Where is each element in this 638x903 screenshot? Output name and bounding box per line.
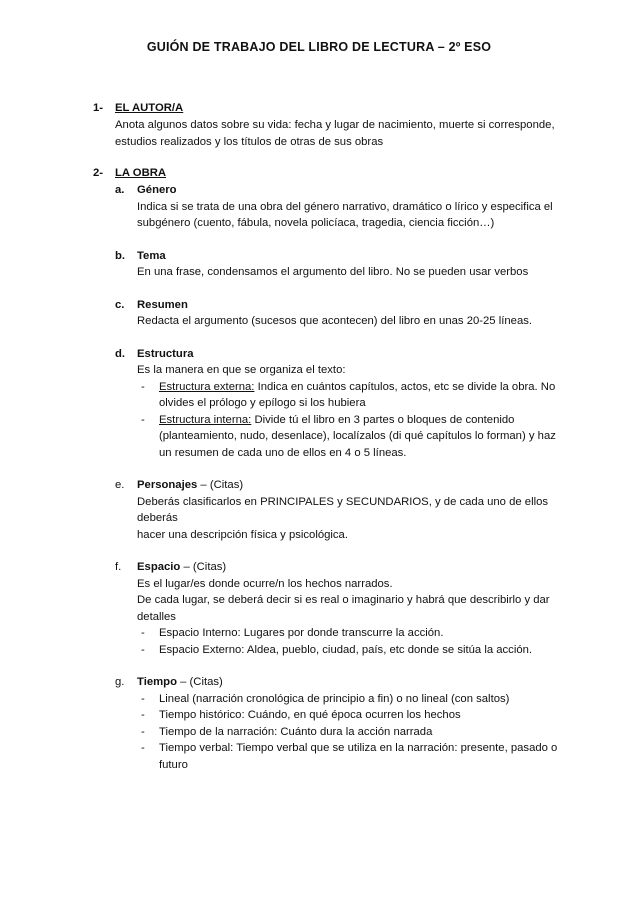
bullet-label: Estructura externa: [159, 380, 255, 393]
bullet-dash: - [141, 709, 145, 721]
section-header [93, 165, 563, 182]
text-line: En una frase, condensamos el argumento del libro. No se pueden usar verbos [137, 266, 529, 278]
text-line: Redacta el argumento (sucesos que acontecen) del libro en unas 20-25 líneas. [137, 315, 533, 327]
subsection-title: Personajes [137, 479, 198, 491]
section-header [93, 100, 563, 117]
bullet-narration-time [137, 724, 563, 741]
subsection-letter: g. [115, 676, 125, 688]
bullet-internal-space [137, 625, 563, 642]
bullet-dash: - [141, 413, 145, 426]
subsection-structure [115, 346, 563, 462]
subsection-letter: d. [115, 347, 126, 360]
subsection-characters [115, 477, 563, 543]
subsection-genre [115, 182, 563, 232]
subsection-title: Espacio [137, 561, 181, 573]
bullet-external-structure [137, 379, 563, 412]
bullet-dash: - [141, 627, 145, 639]
section-label: EL AUTOR/A [115, 102, 184, 114]
text-line: estudios realizados y los títulos de otras de sus obras [115, 135, 384, 148]
bullet-dash: - [141, 725, 145, 738]
bullet-text: Lineal (narración cronológica de principio a fin) o no lineal (con saltos) [159, 692, 510, 705]
subsection-letter: f. [115, 561, 122, 573]
text-line: Indica si se trata de una obra del género narrativo, dramático o lírico y especifica el [137, 200, 553, 213]
text-line: detalles [137, 610, 176, 623]
text-line: hacer una descripción física y psicológica. [137, 528, 348, 541]
subsection-title: Género [137, 184, 177, 196]
bullet-external-space [137, 642, 563, 659]
subsection-letter: e. [115, 479, 125, 491]
text-line: Anota algunos datos sobre su vida: fecha y lugar de nacimiento, muerte si corresponde, [115, 119, 555, 131]
subsection-suffix: – (Citas) [176, 676, 223, 688]
subsection-title: Tiempo [137, 676, 177, 688]
subsection-title: Estructura [137, 347, 194, 360]
subsection-letter: c. [115, 298, 125, 311]
section-text [115, 117, 563, 150]
bullet-dash: - [141, 380, 145, 393]
page-title: GUIÓN DE TRABAJO DEL LIBRO DE LECTURA – 2º ESO [146, 40, 492, 54]
bullet-text: Espacio Interno: Lugares por donde transcurre la acción. [159, 627, 444, 639]
section-work [93, 165, 563, 773]
subsection-suffix: – (Citas) [197, 479, 244, 491]
section-author [93, 100, 563, 150]
subsection-title: Resumen [137, 298, 188, 311]
bullet-text: Espacio Externo: Aldea, pueblo, ciudad, país, etc donde se sitúa la acción. [159, 643, 533, 656]
section-label: LA OBRA [115, 167, 167, 179]
bullet-text: Divide tú el libro en 3 partes o bloques de contenido [251, 413, 515, 426]
subsection-theme [115, 248, 563, 281]
bullet-dash: - [141, 643, 145, 656]
bullet-dash: - [141, 742, 145, 754]
subsection-title: Tema [137, 249, 166, 262]
text-line: (planteamiento, nudo, desenlace), localízalos (di qué capítulos lo forman) y haz [159, 430, 556, 442]
subsection-space [115, 559, 563, 658]
bullet-internal-structure [137, 412, 563, 462]
bullet-dash: - [141, 692, 145, 705]
bullet-linear [137, 691, 563, 708]
bullet-text: Indica en cuántos capítulos, actos, etc se divide la obra. No [254, 380, 556, 393]
text-line: Deberás clasificarlos en PRINCIPALES y SECUNDARIOS, y de cada uno de ellos deberás [137, 495, 549, 524]
text-line: olvides el prólogo y epílogo si los hubiera [159, 397, 366, 409]
bullet-text: Tiempo histórico: Cuándo, en qué época ocurren los hechos [159, 709, 461, 721]
bullet-text: Tiempo verbal: Tiempo verbal que se utiliza en la narración: presente, pasado o [159, 742, 558, 754]
subsection-suffix: – (Citas) [180, 561, 227, 573]
section-number: 2- [93, 167, 104, 179]
text-line: un resumen de cada uno de ellos en 4 o 5 líneas. [159, 446, 407, 459]
bullet-historical-time [137, 707, 563, 724]
text-line: De cada lugar, se deberá decir si es real o imaginario y habrá que describirlo y dar [137, 594, 550, 606]
subsection-summary [115, 297, 563, 330]
text-line: subgénero (cuento, fábula, novela policíaca, tragedia, ciencia ficción…) [137, 217, 495, 229]
subsection-letter: a. [115, 184, 125, 196]
text-line: Es el lugar/es donde ocurre/n los hechos narrados. [137, 577, 393, 590]
text-line: futuro [159, 758, 188, 771]
text-line: Es la manera en que se organiza el texto: [137, 364, 346, 376]
section-number: 1- [93, 102, 104, 114]
bullet-label: Estructura interna: [159, 413, 252, 426]
subsection-time [115, 674, 563, 773]
bullet-text: Tiempo de la narración: Cuánto dura la acción narrada [159, 725, 433, 738]
bullet-verb-tense [137, 740, 563, 773]
subsection-letter: b. [115, 249, 126, 262]
